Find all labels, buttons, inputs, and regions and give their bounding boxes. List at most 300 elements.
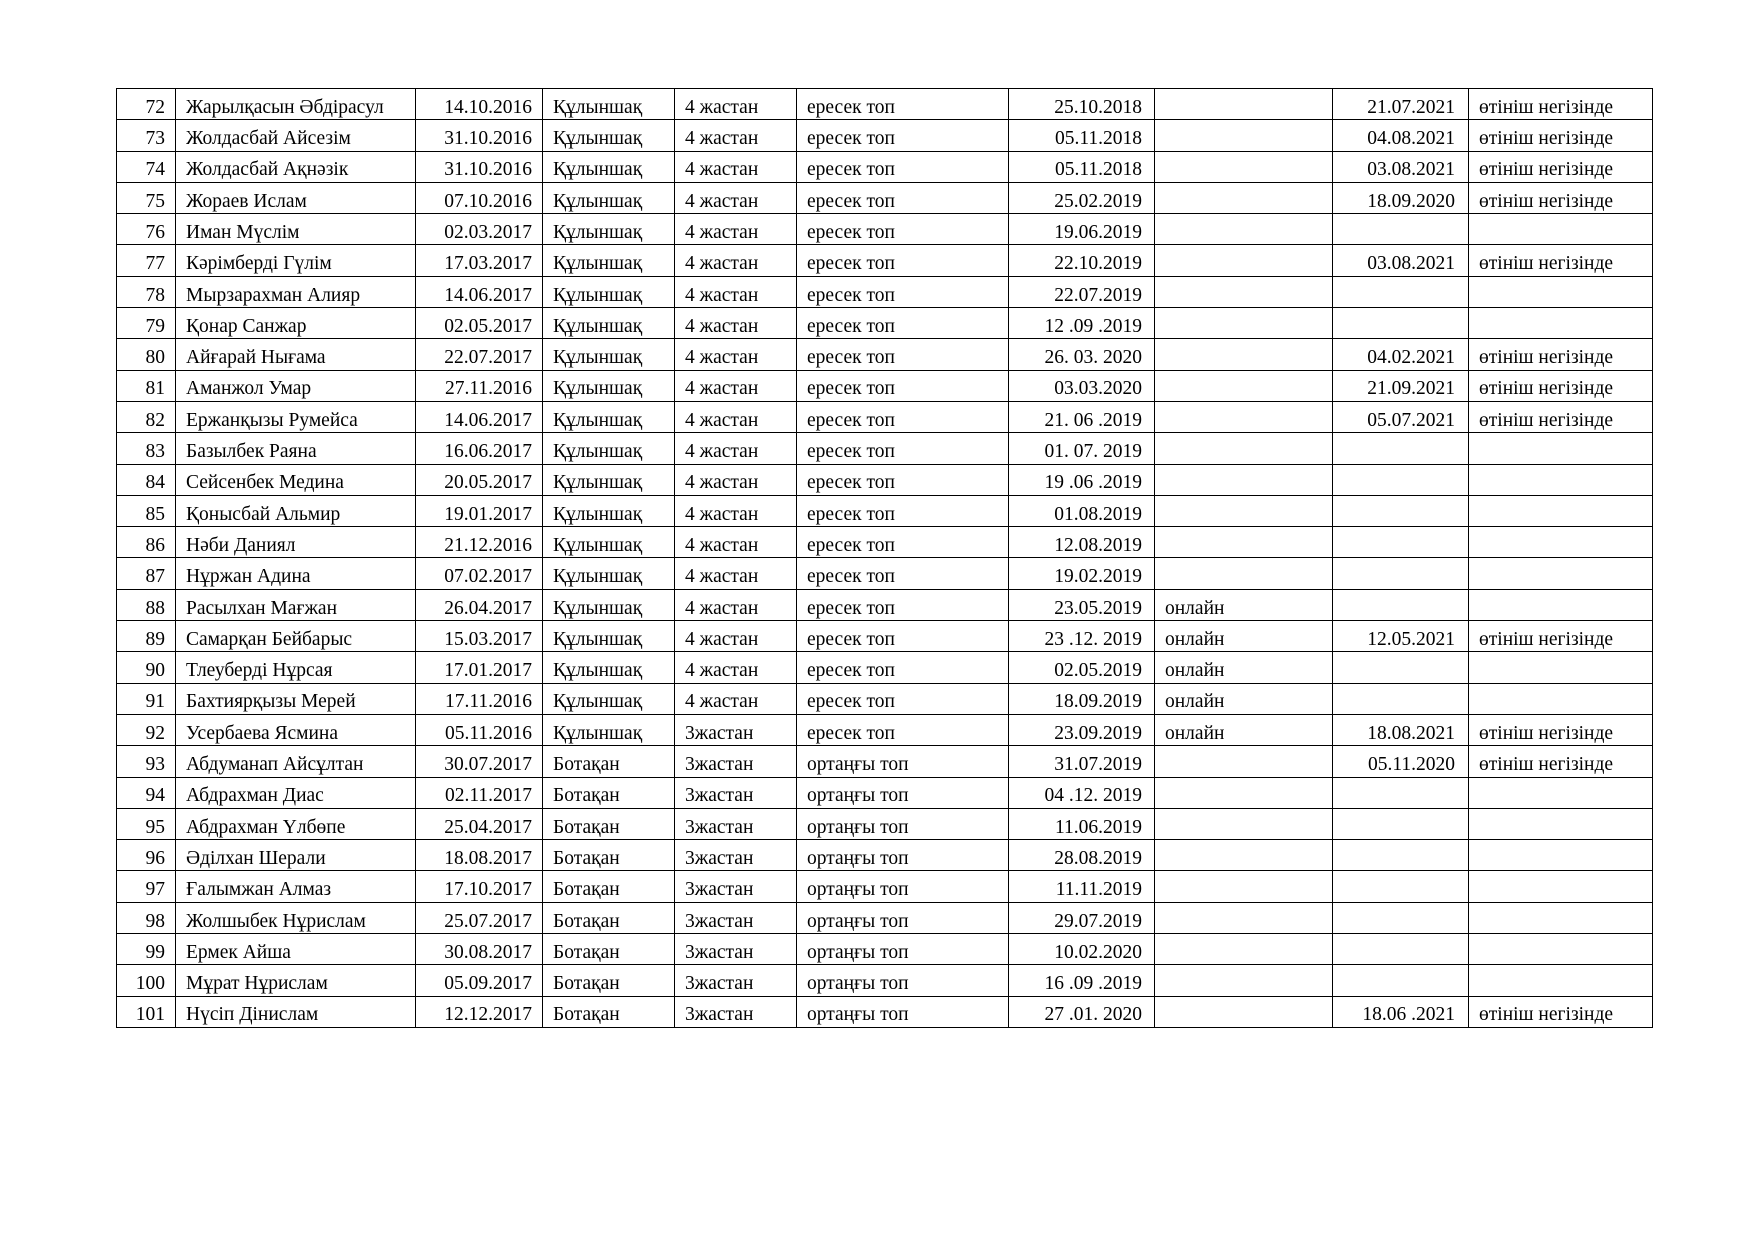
table-row bbox=[117, 214, 1653, 245]
birth-date-cell: 02.05.2017 bbox=[416, 308, 543, 339]
enroll-date-cell: 19.02.2019 bbox=[1009, 558, 1155, 589]
child-name-cell: Бахтиярқызы Мерей bbox=[176, 683, 416, 714]
row-number-cell: 85 bbox=[117, 495, 176, 526]
leave-reason-cell: өтініш негізінде bbox=[1469, 120, 1653, 151]
leave-date-cell: 18.08.2021 bbox=[1333, 714, 1469, 745]
child-name-cell: Жарылқасын Әбдірасул bbox=[176, 89, 416, 120]
row-number-cell: 92 bbox=[117, 714, 176, 745]
leave-reason-cell bbox=[1469, 276, 1653, 307]
leave-date-cell bbox=[1333, 433, 1469, 464]
child-name-cell: Нәби Даниял bbox=[176, 527, 416, 558]
birth-date-cell: 15.03.2017 bbox=[416, 621, 543, 652]
leave-date-cell: 12.05.2021 bbox=[1333, 621, 1469, 652]
enroll-date-cell: 23.09.2019 bbox=[1009, 714, 1155, 745]
leave-reason-cell: өтініш негізінде bbox=[1469, 89, 1653, 120]
group-name-cell: Ботақан bbox=[543, 777, 675, 808]
group-name-cell: Ботақан bbox=[543, 965, 675, 996]
leave-reason-cell bbox=[1469, 683, 1653, 714]
row-number-cell: 86 bbox=[117, 527, 176, 558]
group-level-cell: ересек топ bbox=[797, 652, 1009, 683]
enroll-date-cell: 10.02.2020 bbox=[1009, 934, 1155, 965]
leave-date-cell bbox=[1333, 683, 1469, 714]
enroll-date-cell: 03.03.2020 bbox=[1009, 370, 1155, 401]
attendance-mode-cell bbox=[1155, 495, 1333, 526]
enroll-date-cell: 29.07.2019 bbox=[1009, 902, 1155, 933]
leave-date-cell: 04.08.2021 bbox=[1333, 120, 1469, 151]
group-level-cell: ересек топ bbox=[797, 214, 1009, 245]
leave-date-cell bbox=[1333, 840, 1469, 871]
leave-date-cell bbox=[1333, 527, 1469, 558]
child-name-cell: Жолшыбек Нұрислам bbox=[176, 902, 416, 933]
group-name-cell: Ботақан bbox=[543, 934, 675, 965]
leave-date-cell bbox=[1333, 871, 1469, 902]
group-level-cell: ересек топ bbox=[797, 714, 1009, 745]
attendance-mode-cell bbox=[1155, 902, 1333, 933]
leave-date-cell bbox=[1333, 902, 1469, 933]
enrollment-table bbox=[116, 88, 1653, 1028]
table-row bbox=[117, 683, 1653, 714]
birth-date-cell: 14.06.2017 bbox=[416, 276, 543, 307]
enroll-date-cell: 05.11.2018 bbox=[1009, 120, 1155, 151]
leave-date-cell bbox=[1333, 558, 1469, 589]
birth-date-cell: 02.03.2017 bbox=[416, 214, 543, 245]
table-row bbox=[117, 401, 1653, 432]
leave-reason-cell bbox=[1469, 777, 1653, 808]
attendance-mode-cell bbox=[1155, 308, 1333, 339]
group-level-cell: ересек топ bbox=[797, 370, 1009, 401]
table-row bbox=[117, 120, 1653, 151]
table-row bbox=[117, 871, 1653, 902]
age-cell: 4 жастан bbox=[675, 370, 797, 401]
group-level-cell: ересек топ bbox=[797, 464, 1009, 495]
enroll-date-cell: 19.06.2019 bbox=[1009, 214, 1155, 245]
group-name-cell: Құлыншақ bbox=[543, 652, 675, 683]
enroll-date-cell: 12.08.2019 bbox=[1009, 527, 1155, 558]
enroll-date-cell: 19 .06 .2019 bbox=[1009, 464, 1155, 495]
child-name-cell: Нүсіп Дінислам bbox=[176, 996, 416, 1027]
row-number-cell: 75 bbox=[117, 182, 176, 213]
group-name-cell: Құлыншақ bbox=[543, 308, 675, 339]
attendance-mode-cell: онлайн bbox=[1155, 589, 1333, 620]
attendance-mode-cell bbox=[1155, 464, 1333, 495]
age-cell: 3жастан bbox=[675, 996, 797, 1027]
enroll-date-cell: 22.07.2019 bbox=[1009, 276, 1155, 307]
group-level-cell: ортаңғы топ bbox=[797, 934, 1009, 965]
table-row bbox=[117, 527, 1653, 558]
attendance-mode-cell bbox=[1155, 370, 1333, 401]
row-number-cell: 88 bbox=[117, 589, 176, 620]
age-cell: 3жастан bbox=[675, 934, 797, 965]
child-name-cell: Жолдасбай Ақнәзік bbox=[176, 151, 416, 182]
group-name-cell: Құлыншақ bbox=[543, 151, 675, 182]
table-row bbox=[117, 902, 1653, 933]
birth-date-cell: 27.11.2016 bbox=[416, 370, 543, 401]
age-cell: 4 жастан bbox=[675, 276, 797, 307]
row-number-cell: 91 bbox=[117, 683, 176, 714]
attendance-mode-cell bbox=[1155, 120, 1333, 151]
leave-reason-cell: өтініш негізінде bbox=[1469, 621, 1653, 652]
table-row bbox=[117, 308, 1653, 339]
birth-date-cell: 20.05.2017 bbox=[416, 464, 543, 495]
enroll-date-cell: 18.09.2019 bbox=[1009, 683, 1155, 714]
leave-date-cell bbox=[1333, 464, 1469, 495]
child-name-cell: Қонар Санжар bbox=[176, 308, 416, 339]
enroll-date-cell: 05.11.2018 bbox=[1009, 151, 1155, 182]
row-number-cell: 83 bbox=[117, 433, 176, 464]
leave-date-cell bbox=[1333, 308, 1469, 339]
child-name-cell: Мырзарахман Алияр bbox=[176, 276, 416, 307]
age-cell: 3жастан bbox=[675, 808, 797, 839]
group-name-cell: Құлыншақ bbox=[543, 370, 675, 401]
table-row bbox=[117, 840, 1653, 871]
group-name-cell: Құлыншақ bbox=[543, 245, 675, 276]
table-row bbox=[117, 339, 1653, 370]
attendance-mode-cell bbox=[1155, 276, 1333, 307]
group-level-cell: ересек топ bbox=[797, 151, 1009, 182]
leave-reason-cell: өтініш негізінде bbox=[1469, 370, 1653, 401]
age-cell: 4 жастан bbox=[675, 182, 797, 213]
child-name-cell: Аманжол Умар bbox=[176, 370, 416, 401]
child-name-cell: Самарқан Бейбарыс bbox=[176, 621, 416, 652]
table-row bbox=[117, 652, 1653, 683]
age-cell: 4 жастан bbox=[675, 339, 797, 370]
table-row bbox=[117, 808, 1653, 839]
row-number-cell: 89 bbox=[117, 621, 176, 652]
birth-date-cell: 12.12.2017 bbox=[416, 996, 543, 1027]
child-name-cell: Базылбек Раяна bbox=[176, 433, 416, 464]
leave-date-cell: 18.06 .2021 bbox=[1333, 996, 1469, 1027]
attendance-mode-cell: онлайн bbox=[1155, 714, 1333, 745]
birth-date-cell: 18.08.2017 bbox=[416, 840, 543, 871]
table-row bbox=[117, 89, 1653, 120]
age-cell: 4 жастан bbox=[675, 433, 797, 464]
leave-date-cell bbox=[1333, 276, 1469, 307]
enroll-date-cell: 22.10.2019 bbox=[1009, 245, 1155, 276]
leave-reason-cell: өтініш негізінде bbox=[1469, 182, 1653, 213]
child-name-cell: Усербаева Ясмина bbox=[176, 714, 416, 745]
leave-date-cell: 04.02.2021 bbox=[1333, 339, 1469, 370]
group-level-cell: ересек топ bbox=[797, 433, 1009, 464]
age-cell: 4 жастан bbox=[675, 621, 797, 652]
group-level-cell: ересек топ bbox=[797, 401, 1009, 432]
enroll-date-cell: 23.05.2019 bbox=[1009, 589, 1155, 620]
birth-date-cell: 17.03.2017 bbox=[416, 245, 543, 276]
enroll-date-cell: 12 .09 .2019 bbox=[1009, 308, 1155, 339]
leave-reason-cell bbox=[1469, 558, 1653, 589]
group-level-cell: ересек топ bbox=[797, 589, 1009, 620]
table-row bbox=[117, 746, 1653, 777]
leave-reason-cell bbox=[1469, 433, 1653, 464]
group-name-cell: Ботақан bbox=[543, 871, 675, 902]
leave-reason-cell bbox=[1469, 840, 1653, 871]
birth-date-cell: 07.10.2016 bbox=[416, 182, 543, 213]
enroll-date-cell: 11.11.2019 bbox=[1009, 871, 1155, 902]
child-name-cell: Тлеуберді Нұрсая bbox=[176, 652, 416, 683]
leave-reason-cell bbox=[1469, 464, 1653, 495]
birth-date-cell: 31.10.2016 bbox=[416, 151, 543, 182]
attendance-mode-cell bbox=[1155, 871, 1333, 902]
child-name-cell: Иман Мүслім bbox=[176, 214, 416, 245]
leave-reason-cell bbox=[1469, 965, 1653, 996]
birth-date-cell: 17.01.2017 bbox=[416, 652, 543, 683]
leave-date-cell bbox=[1333, 777, 1469, 808]
row-number-cell: 97 bbox=[117, 871, 176, 902]
row-number-cell: 93 bbox=[117, 746, 176, 777]
birth-date-cell: 21.12.2016 bbox=[416, 527, 543, 558]
row-number-cell: 73 bbox=[117, 120, 176, 151]
age-cell: 3жастан bbox=[675, 965, 797, 996]
row-number-cell: 96 bbox=[117, 840, 176, 871]
age-cell: 4 жастан bbox=[675, 464, 797, 495]
birth-date-cell: 30.08.2017 bbox=[416, 934, 543, 965]
age-cell: 4 жастан bbox=[675, 308, 797, 339]
leave-date-cell bbox=[1333, 934, 1469, 965]
attendance-mode-cell: онлайн bbox=[1155, 652, 1333, 683]
group-name-cell: Құлыншақ bbox=[543, 527, 675, 558]
leave-date-cell: 05.07.2021 bbox=[1333, 401, 1469, 432]
row-number-cell: 94 bbox=[117, 777, 176, 808]
leave-date-cell: 18.09.2020 bbox=[1333, 182, 1469, 213]
leave-date-cell: 21.07.2021 bbox=[1333, 89, 1469, 120]
leave-date-cell: 03.08.2021 bbox=[1333, 245, 1469, 276]
row-number-cell: 82 bbox=[117, 401, 176, 432]
age-cell: 4 жастан bbox=[675, 120, 797, 151]
attendance-mode-cell: онлайн bbox=[1155, 621, 1333, 652]
leave-reason-cell bbox=[1469, 527, 1653, 558]
group-name-cell: Құлыншақ bbox=[543, 589, 675, 620]
group-level-cell: ересек топ bbox=[797, 339, 1009, 370]
leave-date-cell bbox=[1333, 495, 1469, 526]
child-name-cell: Ғалымжан Алмаз bbox=[176, 871, 416, 902]
enroll-date-cell: 25.02.2019 bbox=[1009, 182, 1155, 213]
enroll-date-cell: 27 .01. 2020 bbox=[1009, 996, 1155, 1027]
leave-date-cell: 05.11.2020 bbox=[1333, 746, 1469, 777]
attendance-mode-cell bbox=[1155, 433, 1333, 464]
row-number-cell: 74 bbox=[117, 151, 176, 182]
age-cell: 4 жастан bbox=[675, 89, 797, 120]
age-cell: 3жастан bbox=[675, 777, 797, 808]
child-name-cell: Қонысбай Альмир bbox=[176, 495, 416, 526]
birth-date-cell: 17.11.2016 bbox=[416, 683, 543, 714]
leave-reason-cell: өтініш негізінде bbox=[1469, 714, 1653, 745]
leave-reason-cell bbox=[1469, 495, 1653, 526]
age-cell: 3жастан bbox=[675, 902, 797, 933]
enroll-date-cell: 25.10.2018 bbox=[1009, 89, 1155, 120]
leave-reason-cell bbox=[1469, 214, 1653, 245]
enroll-date-cell: 23 .12. 2019 bbox=[1009, 621, 1155, 652]
child-name-cell: Нұржан Адина bbox=[176, 558, 416, 589]
group-level-cell: ересек топ bbox=[797, 558, 1009, 589]
attendance-mode-cell bbox=[1155, 89, 1333, 120]
attendance-mode-cell bbox=[1155, 746, 1333, 777]
group-name-cell: Ботақан bbox=[543, 902, 675, 933]
group-name-cell: Құлыншақ bbox=[543, 683, 675, 714]
group-level-cell: ересек топ bbox=[797, 89, 1009, 120]
group-level-cell: ортаңғы топ bbox=[797, 746, 1009, 777]
leave-date-cell bbox=[1333, 589, 1469, 620]
group-name-cell: Ботақан bbox=[543, 996, 675, 1027]
child-name-cell: Мұрат Нұрислам bbox=[176, 965, 416, 996]
group-level-cell: ересек топ bbox=[797, 621, 1009, 652]
row-number-cell: 84 bbox=[117, 464, 176, 495]
attendance-mode-cell bbox=[1155, 339, 1333, 370]
child-name-cell: Жолдасбай Айсезім bbox=[176, 120, 416, 151]
group-name-cell: Құлыншақ bbox=[543, 276, 675, 307]
attendance-mode-cell bbox=[1155, 840, 1333, 871]
birth-date-cell: 05.11.2016 bbox=[416, 714, 543, 745]
leave-reason-cell: өтініш негізінде bbox=[1469, 401, 1653, 432]
group-name-cell: Құлыншақ bbox=[543, 495, 675, 526]
table-row bbox=[117, 589, 1653, 620]
attendance-mode-cell bbox=[1155, 245, 1333, 276]
table-row bbox=[117, 151, 1653, 182]
row-number-cell: 87 bbox=[117, 558, 176, 589]
row-number-cell: 99 bbox=[117, 934, 176, 965]
attendance-mode-cell bbox=[1155, 965, 1333, 996]
row-number-cell: 78 bbox=[117, 276, 176, 307]
birth-date-cell: 31.10.2016 bbox=[416, 120, 543, 151]
table-row bbox=[117, 276, 1653, 307]
row-number-cell: 76 bbox=[117, 214, 176, 245]
enroll-date-cell: 28.08.2019 bbox=[1009, 840, 1155, 871]
age-cell: 3жастан bbox=[675, 714, 797, 745]
attendance-mode-cell bbox=[1155, 151, 1333, 182]
child-name-cell: Жораев Ислам bbox=[176, 182, 416, 213]
enroll-date-cell: 01. 07. 2019 bbox=[1009, 433, 1155, 464]
leave-date-cell bbox=[1333, 214, 1469, 245]
group-level-cell: ересек топ bbox=[797, 182, 1009, 213]
row-number-cell: 79 bbox=[117, 308, 176, 339]
child-name-cell: Абдрахман Үлбөпе bbox=[176, 808, 416, 839]
enroll-date-cell: 04 .12. 2019 bbox=[1009, 777, 1155, 808]
row-number-cell: 90 bbox=[117, 652, 176, 683]
group-level-cell: ортаңғы топ bbox=[797, 902, 1009, 933]
group-name-cell: Құлыншақ bbox=[543, 339, 675, 370]
age-cell: 3жастан bbox=[675, 840, 797, 871]
group-name-cell: Ботақан bbox=[543, 840, 675, 871]
enroll-date-cell: 01.08.2019 bbox=[1009, 495, 1155, 526]
group-name-cell: Құлыншақ bbox=[543, 120, 675, 151]
table-row bbox=[117, 934, 1653, 965]
table-body bbox=[117, 89, 1653, 1028]
age-cell: 4 жастан bbox=[675, 401, 797, 432]
attendance-mode-cell bbox=[1155, 401, 1333, 432]
birth-date-cell: 14.06.2017 bbox=[416, 401, 543, 432]
child-name-cell: Абдуманап Айсұлтан bbox=[176, 746, 416, 777]
leave-reason-cell: өтініш негізінде bbox=[1469, 151, 1653, 182]
group-level-cell: ортаңғы топ bbox=[797, 996, 1009, 1027]
age-cell: 4 жастан bbox=[675, 151, 797, 182]
leave-reason-cell: өтініш негізінде bbox=[1469, 339, 1653, 370]
table-row bbox=[117, 495, 1653, 526]
age-cell: 4 жастан bbox=[675, 495, 797, 526]
birth-date-cell: 05.09.2017 bbox=[416, 965, 543, 996]
attendance-mode-cell bbox=[1155, 934, 1333, 965]
attendance-mode-cell: онлайн bbox=[1155, 683, 1333, 714]
age-cell: 3жастан bbox=[675, 746, 797, 777]
leave-date-cell: 03.08.2021 bbox=[1333, 151, 1469, 182]
child-name-cell: Расылхан Мағжан bbox=[176, 589, 416, 620]
table-row bbox=[117, 182, 1653, 213]
child-name-cell: Кәрімберді Гүлім bbox=[176, 245, 416, 276]
leave-reason-cell bbox=[1469, 652, 1653, 683]
attendance-mode-cell bbox=[1155, 182, 1333, 213]
row-number-cell: 80 bbox=[117, 339, 176, 370]
child-name-cell: Әділхан Шерали bbox=[176, 840, 416, 871]
group-name-cell: Құлыншақ bbox=[543, 214, 675, 245]
attendance-mode-cell bbox=[1155, 558, 1333, 589]
table-row bbox=[117, 464, 1653, 495]
child-name-cell: Сейсенбек Медина bbox=[176, 464, 416, 495]
row-number-cell: 81 bbox=[117, 370, 176, 401]
table-row bbox=[117, 433, 1653, 464]
leave-reason-cell bbox=[1469, 808, 1653, 839]
group-name-cell: Құлыншақ bbox=[543, 401, 675, 432]
leave-date-cell: 21.09.2021 bbox=[1333, 370, 1469, 401]
enroll-date-cell: 31.07.2019 bbox=[1009, 746, 1155, 777]
table-row bbox=[117, 965, 1653, 996]
group-level-cell: ересек топ bbox=[797, 120, 1009, 151]
age-cell: 4 жастан bbox=[675, 683, 797, 714]
leave-reason-cell bbox=[1469, 934, 1653, 965]
group-level-cell: ересек топ bbox=[797, 245, 1009, 276]
enroll-date-cell: 21. 06 .2019 bbox=[1009, 401, 1155, 432]
group-level-cell: ортаңғы топ bbox=[797, 965, 1009, 996]
attendance-mode-cell bbox=[1155, 527, 1333, 558]
birth-date-cell: 19.01.2017 bbox=[416, 495, 543, 526]
birth-date-cell: 25.07.2017 bbox=[416, 902, 543, 933]
table-row bbox=[117, 558, 1653, 589]
group-level-cell: ортаңғы топ bbox=[797, 871, 1009, 902]
child-name-cell: Ермек Айша bbox=[176, 934, 416, 965]
child-name-cell: Айғарай Нығама bbox=[176, 339, 416, 370]
leave-reason-cell: өтініш негізінде bbox=[1469, 996, 1653, 1027]
leave-reason-cell: өтініш негізінде bbox=[1469, 746, 1653, 777]
group-name-cell: Ботақан bbox=[543, 808, 675, 839]
group-name-cell: Құлыншақ bbox=[543, 433, 675, 464]
group-level-cell: ортаңғы топ bbox=[797, 808, 1009, 839]
age-cell: 4 жастан bbox=[675, 589, 797, 620]
table-row bbox=[117, 245, 1653, 276]
group-level-cell: ересек топ bbox=[797, 308, 1009, 339]
birth-date-cell: 17.10.2017 bbox=[416, 871, 543, 902]
birth-date-cell: 14.10.2016 bbox=[416, 89, 543, 120]
birth-date-cell: 16.06.2017 bbox=[416, 433, 543, 464]
row-number-cell: 100 bbox=[117, 965, 176, 996]
attendance-mode-cell bbox=[1155, 808, 1333, 839]
attendance-mode-cell bbox=[1155, 996, 1333, 1027]
leave-reason-cell bbox=[1469, 871, 1653, 902]
row-number-cell: 95 bbox=[117, 808, 176, 839]
birth-date-cell: 26.04.2017 bbox=[416, 589, 543, 620]
leave-reason-cell bbox=[1469, 589, 1653, 620]
group-name-cell: Құлыншақ bbox=[543, 558, 675, 589]
age-cell: 4 жастан bbox=[675, 558, 797, 589]
enroll-date-cell: 26. 03. 2020 bbox=[1009, 339, 1155, 370]
group-level-cell: ересек топ bbox=[797, 683, 1009, 714]
row-number-cell: 101 bbox=[117, 996, 176, 1027]
birth-date-cell: 07.02.2017 bbox=[416, 558, 543, 589]
enroll-date-cell: 16 .09 .2019 bbox=[1009, 965, 1155, 996]
leave-date-cell bbox=[1333, 965, 1469, 996]
birth-date-cell: 25.04.2017 bbox=[416, 808, 543, 839]
row-number-cell: 72 bbox=[117, 89, 176, 120]
group-name-cell: Құлыншақ bbox=[543, 621, 675, 652]
row-number-cell: 98 bbox=[117, 902, 176, 933]
leave-reason-cell bbox=[1469, 902, 1653, 933]
leave-reason-cell bbox=[1469, 308, 1653, 339]
leave-date-cell bbox=[1333, 652, 1469, 683]
